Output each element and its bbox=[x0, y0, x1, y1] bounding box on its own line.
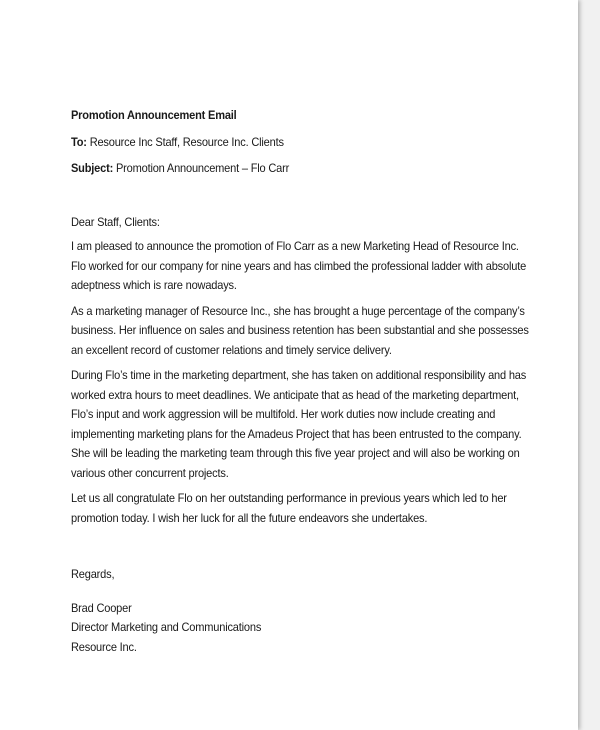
to-value: Resource Inc Staff, Resource Inc. Clients bbox=[89, 134, 284, 149]
subject-value: Promotion Announcement – Flo Carr bbox=[115, 161, 290, 175]
signature-position: Director Marketing and Communications bbox=[71, 620, 262, 634]
signature-block bbox=[71, 599, 533, 658]
paragraph: As a marketing manager of Resource Inc., she has brought a huge percentage of the company’s business. Her influence on sales and business retention has been substantial and she possesses an excellent record of customer relations and timely service delivery. bbox=[71, 303, 529, 357]
greeting: Dear Staff, Clients: bbox=[71, 214, 160, 229]
signature-company: Resource Inc. bbox=[71, 639, 137, 654]
paragraph: I am pleased to announce the promotion of Flo Carr as a new Marketing Head of Resource Inc. Flo worked for our company for nine years and has climbed the professional ladder with absolute adeptness which is rare nowadays. bbox=[71, 239, 527, 292]
closing: Regards, bbox=[71, 567, 115, 581]
paragraph: Let us all congratulate Flo on her outstanding performance in previous years which led to her promotion today. I wish her luck for all the future endeavors she undertakes. bbox=[71, 491, 507, 525]
subject-label: Subject: bbox=[71, 161, 114, 175]
paragraph: During Flo’s time in the marketing department, she has taken on additional responsibility and has worked extra hours to meet deadlines. We anticipate that as head of the marketing department, Flo’s input and work aggression will be multifold. Her work duties now include creating and implementing marketing plans for the Amadeus Project that has been entrusted to the company. She will be leading the marketing team through this five year project and will also be working on various other concurrent projects. bbox=[71, 368, 527, 480]
document-title: Promotion Announcement Email bbox=[71, 108, 237, 122]
letter-body bbox=[71, 106, 533, 657]
subject-line bbox=[71, 159, 533, 179]
to-label: To: bbox=[71, 134, 87, 149]
signature-name: Brad Cooper bbox=[71, 600, 132, 615]
to-line bbox=[71, 133, 533, 153]
